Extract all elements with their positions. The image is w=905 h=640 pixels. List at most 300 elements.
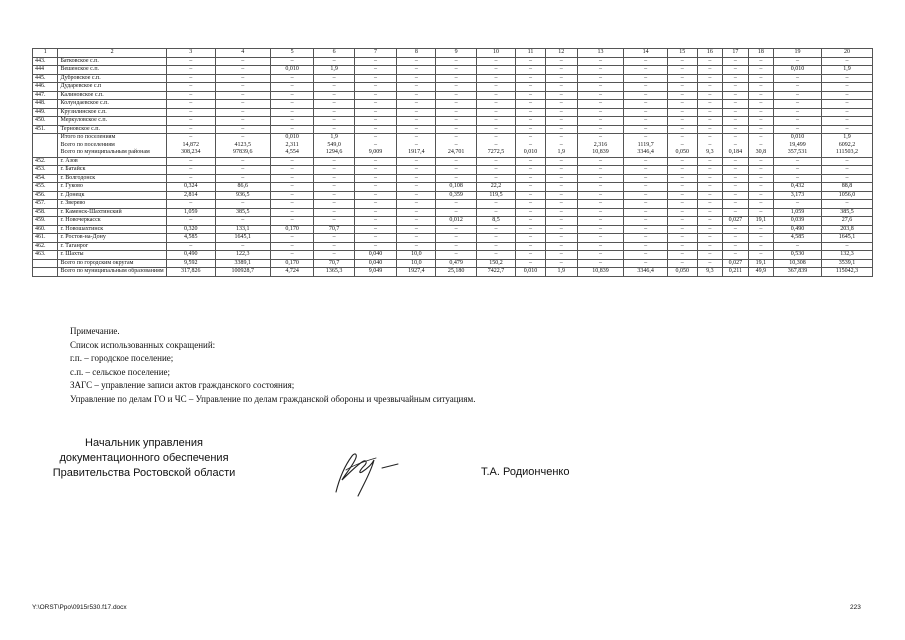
value-cell: – <box>397 57 436 66</box>
value-cell: 0,012 <box>436 217 476 226</box>
value-cell: – <box>516 225 546 234</box>
value-cell: 4,585 <box>774 234 822 243</box>
table-row <box>33 134 873 158</box>
value-cell: – <box>577 166 624 175</box>
row-number-cell: 459. <box>33 217 58 226</box>
table-row <box>33 225 873 234</box>
value-cell: 133,1 <box>215 225 270 234</box>
value-cell: – <box>354 117 396 126</box>
value-cell: – <box>270 125 314 134</box>
value-cell: – <box>166 91 215 100</box>
row-number-cell: 460. <box>33 225 58 234</box>
value-cell: 70,7 <box>314 225 354 234</box>
value-cell: – <box>821 91 872 100</box>
value-cell: 0,010 2,311 4,554 <box>270 134 314 158</box>
value-cell: – <box>697 217 722 226</box>
value-cell: – <box>624 108 668 117</box>
page-number: 223 <box>850 604 861 611</box>
row-number-cell: 452. <box>33 157 58 166</box>
value-cell: – <box>624 100 668 109</box>
value-cell: – <box>215 125 270 134</box>
value-cell: – <box>516 191 546 200</box>
value-cell: – <box>215 74 270 83</box>
value-cell: – <box>748 125 773 134</box>
value-cell: – <box>577 259 624 268</box>
value-cell: – <box>748 251 773 260</box>
value-cell: – <box>697 200 722 209</box>
header-cell: 8 <box>397 49 436 58</box>
value-cell: – <box>270 191 314 200</box>
value-cell: 1,059 <box>166 208 215 217</box>
value-cell: – 1119,7 3346,4 <box>624 134 668 158</box>
row-number-cell: 445. <box>33 74 58 83</box>
value-cell: – <box>821 100 872 109</box>
value-cell: – <box>624 259 668 268</box>
row-name-cell: Батковское с.п. <box>58 57 166 66</box>
value-cell: – <box>821 74 872 83</box>
value-cell: – <box>516 217 546 226</box>
value-cell: – <box>516 157 546 166</box>
value-cell: 3346,4 <box>624 268 668 277</box>
value-cell: – <box>270 157 314 166</box>
value-cell: – <box>270 200 314 209</box>
row-number-cell: 447. <box>33 91 58 100</box>
value-cell: – <box>748 242 773 251</box>
value-cell: – <box>697 83 722 92</box>
value-cell: – <box>354 74 396 83</box>
value-cell: – <box>774 157 822 166</box>
value-cell: 0,170 <box>270 259 314 268</box>
value-cell: – <box>697 74 722 83</box>
value-cell: – <box>723 251 748 260</box>
value-cell: – <box>624 66 668 75</box>
value-cell: 0,010 <box>516 268 546 277</box>
value-cell: – <box>667 251 697 260</box>
value-cell: – <box>476 174 515 183</box>
value-cell: – <box>667 157 697 166</box>
value-cell: – <box>436 208 476 217</box>
value-cell: 0,050 <box>667 268 697 277</box>
value-cell: – <box>545 259 577 268</box>
value-cell: – <box>215 200 270 209</box>
value-cell: – <box>516 100 546 109</box>
row-number-cell: 457. <box>33 200 58 209</box>
row-name-cell: г. Донецк <box>58 191 166 200</box>
row-name-cell: г. Шахты <box>58 251 166 260</box>
row-name-cell: Меркуловское с.п. <box>58 117 166 126</box>
table-row <box>33 157 873 166</box>
value-cell: – <box>577 174 624 183</box>
row-name-cell: г. Волгодонск <box>58 174 166 183</box>
value-cell: – <box>354 83 396 92</box>
value-cell: – <box>314 234 354 243</box>
value-cell: – <box>516 91 546 100</box>
value-cell: – <box>516 117 546 126</box>
value-cell: – <box>545 83 577 92</box>
value-cell: 100928,7 <box>215 268 270 277</box>
value-cell: – – 0,184 <box>723 134 748 158</box>
value-cell: – <box>516 83 546 92</box>
value-cell: 122,3 <box>215 251 270 260</box>
value-cell: – <box>723 242 748 251</box>
value-cell: – <box>270 183 314 192</box>
value-cell: – <box>397 100 436 109</box>
value-cell: – <box>545 166 577 175</box>
row-name-cell: Колундаевское с.п. <box>58 100 166 109</box>
value-cell: 385,5 <box>215 208 270 217</box>
header-cell: 14 <box>624 49 668 58</box>
value-cell: – <box>215 117 270 126</box>
value-cell: – <box>397 208 436 217</box>
value-cell: – <box>476 100 515 109</box>
value-cell: – <box>577 208 624 217</box>
value-cell: – <box>748 225 773 234</box>
value-cell: – <box>516 57 546 66</box>
value-cell: – <box>270 242 314 251</box>
value-cell: – <box>545 242 577 251</box>
value-cell: – <box>667 191 697 200</box>
value-cell: – <box>723 57 748 66</box>
value-cell: – <box>545 208 577 217</box>
value-cell: – <box>774 74 822 83</box>
signatory-position-line: Начальник управления <box>85 437 203 449</box>
value-cell: – <box>516 200 546 209</box>
value-cell: – <box>270 91 314 100</box>
note-line: Управление по делам ГО и ЧС – Управление по делам гражданской обороны и чрезвычайным ситуациям. <box>70 393 476 404</box>
value-cell: – <box>821 166 872 175</box>
header-cell: 5 <box>270 49 314 58</box>
value-cell: – <box>723 225 748 234</box>
value-cell: 10,0 <box>397 259 436 268</box>
table-row <box>33 74 873 83</box>
value-cell: – <box>436 166 476 175</box>
value-cell: 70,7 <box>314 259 354 268</box>
value-cell: – <box>354 100 396 109</box>
value-cell: – <box>577 183 624 192</box>
value-cell: 88,8 <box>821 183 872 192</box>
value-cell: – – 0,050 <box>667 134 697 158</box>
value-cell: – <box>577 74 624 83</box>
header-cell: 6 <box>314 49 354 58</box>
value-cell: – <box>545 183 577 192</box>
header-cell: 12 <box>545 49 577 58</box>
value-cell: – <box>215 57 270 66</box>
value-cell: – <box>397 191 436 200</box>
value-cell: – <box>577 66 624 75</box>
value-cell: 0,211 <box>723 268 748 277</box>
value-cell: 8,5 <box>476 217 515 226</box>
value-cell: – <box>821 200 872 209</box>
value-cell: – – 7272,5 <box>476 134 515 158</box>
table-row <box>33 83 873 92</box>
value-cell: – <box>748 157 773 166</box>
value-cell: – <box>667 217 697 226</box>
value-cell: – <box>476 200 515 209</box>
row-name-cell: г. Азов <box>58 157 166 166</box>
value-cell: – <box>545 108 577 117</box>
value-cell: – <box>697 91 722 100</box>
value-cell: – <box>166 83 215 92</box>
value-cell: – <box>577 217 624 226</box>
value-cell: – <box>748 234 773 243</box>
value-cell: – <box>397 242 436 251</box>
table-row <box>33 191 873 200</box>
value-cell: – <box>166 217 215 226</box>
value-cell: – <box>476 57 515 66</box>
value-cell: – <box>723 100 748 109</box>
value-cell: – <box>314 157 354 166</box>
value-cell: – <box>577 125 624 134</box>
value-cell: – <box>748 191 773 200</box>
value-cell: – <box>624 217 668 226</box>
value-cell: – <box>577 91 624 100</box>
handwritten-signature <box>322 446 412 498</box>
value-cell: – <box>577 225 624 234</box>
value-cell: – <box>476 74 515 83</box>
header-cell: 19 <box>774 49 822 58</box>
header-cell: 16 <box>697 49 722 58</box>
value-cell: – <box>397 83 436 92</box>
row-name-cell: Вешенское с.п. <box>58 66 166 75</box>
row-number-cell: 455. <box>33 183 58 192</box>
value-cell: – <box>774 83 822 92</box>
table-header-row <box>33 49 873 58</box>
value-cell: 367,839 <box>774 268 822 277</box>
value-cell: 203,8 <box>821 225 872 234</box>
value-cell: – – 0,010 <box>516 134 546 158</box>
value-cell: – <box>436 83 476 92</box>
value-cell: – <box>624 157 668 166</box>
value-cell: – <box>516 183 546 192</box>
data-table <box>32 48 873 277</box>
value-cell: – <box>577 191 624 200</box>
value-cell: – <box>270 100 314 109</box>
value-cell: – <box>723 108 748 117</box>
value-cell: – <box>516 259 546 268</box>
header-cell: 17 <box>723 49 748 58</box>
value-cell: – <box>821 125 872 134</box>
value-cell: – <box>166 174 215 183</box>
value-cell: – <box>354 183 396 192</box>
value-cell: – <box>624 174 668 183</box>
file-path: Y:\ORST\Ppo\0915r530.f17.docx <box>32 604 127 611</box>
row-number-cell <box>33 134 58 158</box>
value-cell: – <box>545 157 577 166</box>
value-cell: – 4123,5 97839,6 <box>215 134 270 158</box>
value-cell: – <box>314 200 354 209</box>
value-cell: – <box>476 125 515 134</box>
value-cell: – <box>723 74 748 83</box>
value-cell: – <box>624 74 668 83</box>
value-cell: – <box>577 251 624 260</box>
value-cell: – – 1,9 <box>545 134 577 158</box>
value-cell: – <box>577 83 624 92</box>
value-cell: – <box>166 57 215 66</box>
value-cell: – <box>577 200 624 209</box>
header-cell: 18 <box>748 49 773 58</box>
row-number-cell: 462. <box>33 242 58 251</box>
value-cell: – <box>436 157 476 166</box>
row-name-cell: г. Каменск-Шахтинский <box>58 208 166 217</box>
value-cell: 0,432 <box>774 183 822 192</box>
value-cell: – <box>748 208 773 217</box>
value-cell: – <box>723 191 748 200</box>
value-cell: 4,724 <box>270 268 314 277</box>
value-cell: – <box>577 100 624 109</box>
value-cell: – <box>723 83 748 92</box>
value-cell: – <box>354 174 396 183</box>
value-cell: – <box>774 125 822 134</box>
note-line: ЗАГС – управление записи актов гражданского состояния; <box>70 380 295 391</box>
value-cell: 1645,1 <box>821 234 872 243</box>
value-cell: – <box>314 83 354 92</box>
note-line: г.п. – городское поселение; <box>70 353 174 364</box>
value-cell: 0,530 <box>774 251 822 260</box>
row-number-cell: 461. <box>33 234 58 243</box>
value-cell: – <box>697 117 722 126</box>
value-cell: – <box>215 242 270 251</box>
value-cell: – <box>748 108 773 117</box>
value-cell: – <box>667 100 697 109</box>
value-cell: 9,049 <box>354 268 396 277</box>
value-cell: – <box>215 91 270 100</box>
row-number-cell: 463. <box>33 251 58 260</box>
value-cell: 1927,4 <box>397 268 436 277</box>
value-cell: 317,826 <box>166 268 215 277</box>
value-cell: – <box>545 200 577 209</box>
value-cell: 3539,1 <box>821 259 872 268</box>
value-cell: – <box>516 208 546 217</box>
value-cell: – 14,872 308,234 <box>166 134 215 158</box>
row-number-cell: 443. <box>33 57 58 66</box>
value-cell: – <box>215 108 270 117</box>
value-cell: – <box>545 225 577 234</box>
value-cell: 10,0 <box>397 251 436 260</box>
value-cell: – <box>624 251 668 260</box>
value-cell: – <box>624 225 668 234</box>
row-name-cell: г. Таганрог <box>58 242 166 251</box>
value-cell: – <box>667 234 697 243</box>
value-cell: – <box>397 117 436 126</box>
row-number-cell: 449. <box>33 108 58 117</box>
value-cell: 3389,1 <box>215 259 270 268</box>
value-cell: 2,814 <box>166 191 215 200</box>
value-cell: – <box>397 91 436 100</box>
value-cell: 0,359 <box>436 191 476 200</box>
value-cell: – – 24,701 <box>436 134 476 158</box>
value-cell: – <box>624 83 668 92</box>
signatory-position-line: документационного обеспечения <box>59 452 229 464</box>
value-cell: – <box>354 157 396 166</box>
table-row <box>33 117 873 126</box>
note-line: с.п. – сельское поселение; <box>70 366 171 377</box>
value-cell: – <box>667 83 697 92</box>
value-cell: – <box>723 91 748 100</box>
value-cell: – <box>166 242 215 251</box>
value-cell: 0,108 <box>436 183 476 192</box>
value-cell: 1,9 <box>545 268 577 277</box>
value-cell: – <box>270 74 314 83</box>
value-cell: – <box>774 100 822 109</box>
value-cell: – <box>436 117 476 126</box>
value-cell: – <box>215 166 270 175</box>
value-cell: – <box>476 242 515 251</box>
value-cell: – <box>166 117 215 126</box>
table-row <box>33 66 873 75</box>
row-number-cell: 444 <box>33 66 58 75</box>
value-cell: – <box>667 225 697 234</box>
value-cell: – <box>436 225 476 234</box>
table-row <box>33 234 873 243</box>
value-cell: – <box>748 100 773 109</box>
note-line: Примечание. <box>70 326 120 336</box>
value-cell: – <box>270 174 314 183</box>
value-cell: – <box>354 242 396 251</box>
value-cell: – <box>624 191 668 200</box>
value-cell: – <box>270 251 314 260</box>
value-cell: – <box>314 91 354 100</box>
value-cell: 0,027 <box>723 217 748 226</box>
value-cell: – <box>270 234 314 243</box>
row-number-cell <box>33 259 58 268</box>
value-cell: – <box>577 157 624 166</box>
value-cell: – <box>774 117 822 126</box>
header-cell: 7 <box>354 49 396 58</box>
value-cell: – <box>697 108 722 117</box>
value-cell: – <box>624 242 668 251</box>
value-cell: 1,9 6092,2 111503,2 <box>821 134 872 158</box>
table-row <box>33 259 873 268</box>
row-number-cell: 458. <box>33 208 58 217</box>
value-cell: – <box>314 74 354 83</box>
value-cell: – <box>723 183 748 192</box>
value-cell: – <box>476 234 515 243</box>
value-cell: – <box>354 91 396 100</box>
value-cell: – <box>397 166 436 175</box>
value-cell: – <box>270 208 314 217</box>
value-cell: – <box>166 125 215 134</box>
value-cell: – <box>697 225 722 234</box>
value-cell: 1645,1 <box>215 234 270 243</box>
value-cell: – <box>314 191 354 200</box>
table-row <box>33 91 873 100</box>
value-cell: 1,059 <box>774 208 822 217</box>
signatory-position-line: Правительства Ростовской области <box>52 467 236 479</box>
value-cell: 7422,7 <box>476 268 515 277</box>
table-row <box>33 57 873 66</box>
value-cell: – <box>577 242 624 251</box>
value-cell: 150,2 <box>476 259 515 268</box>
value-cell: – <box>821 108 872 117</box>
value-cell: – <box>354 200 396 209</box>
row-number-cell: 446. <box>33 83 58 92</box>
table-row <box>33 200 873 209</box>
value-cell: – <box>624 117 668 126</box>
value-cell: – <box>545 100 577 109</box>
value-cell: – <box>516 108 546 117</box>
table-row <box>33 208 873 217</box>
value-cell: – <box>748 57 773 66</box>
value-cell: 1365,3 <box>314 268 354 277</box>
value-cell: 0,039 <box>774 217 822 226</box>
header-cell: 3 <box>166 49 215 58</box>
value-cell: – <box>397 183 436 192</box>
value-cell: – <box>667 117 697 126</box>
value-cell: – <box>354 208 396 217</box>
value-cell: – <box>723 117 748 126</box>
header-cell: 4 <box>215 49 270 58</box>
value-cell: – <box>516 74 546 83</box>
